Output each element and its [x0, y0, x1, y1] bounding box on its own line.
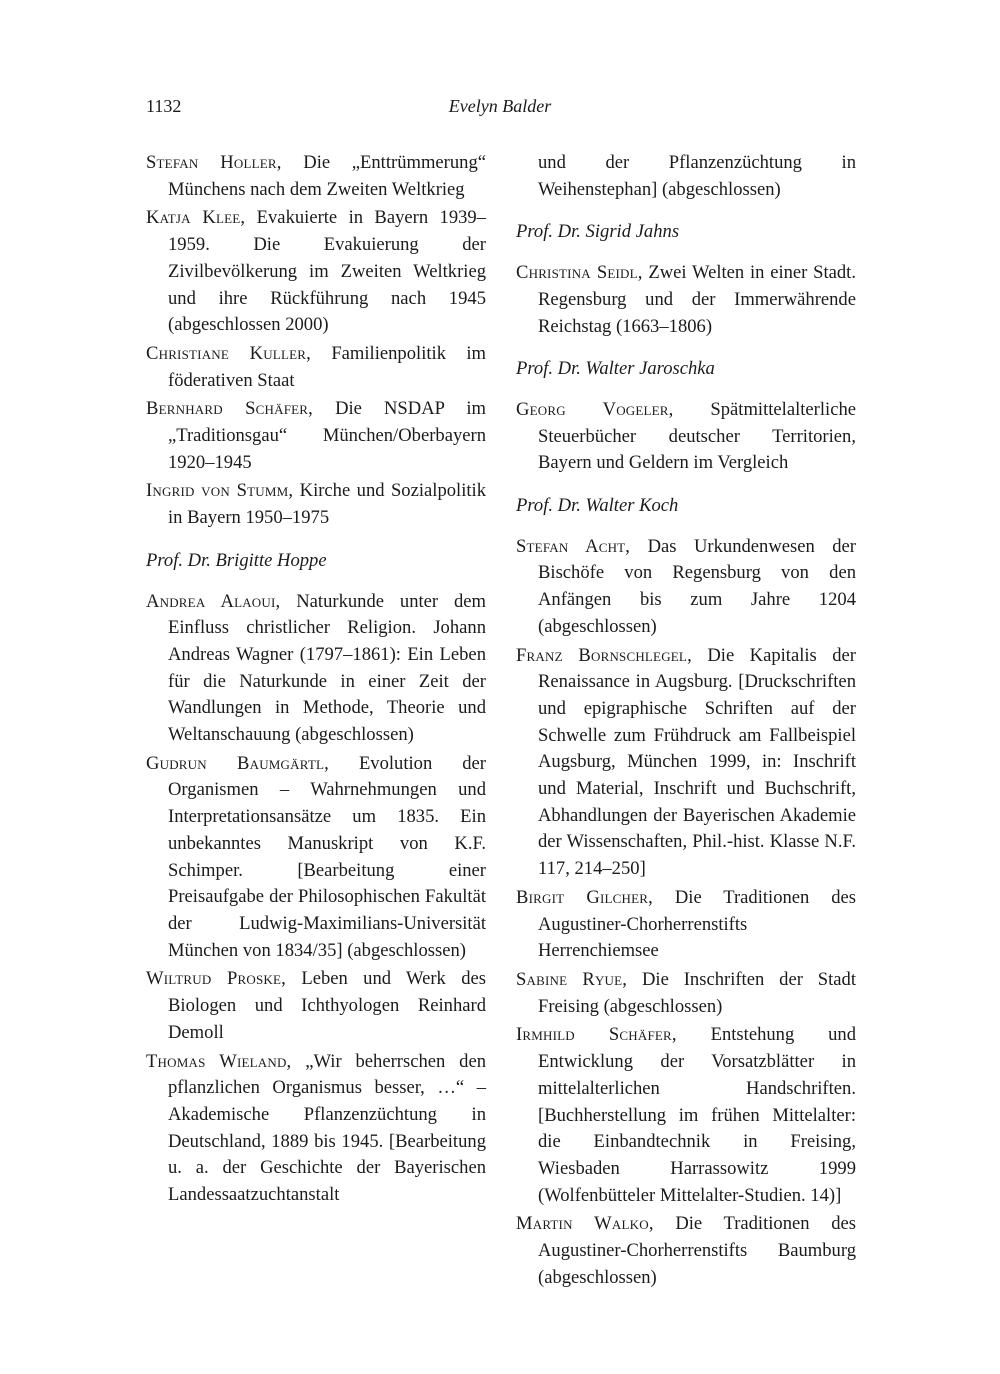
bibliography-entry [516, 643, 856, 883]
bibliography-entry [146, 341, 486, 394]
advisor-heading: Prof. Dr. Brigitte Hoppe [146, 549, 327, 571]
entry-title: Evolution der Organismen – Wahrnehmungen und Interpretationsansätze um 1835. Ein unbekanntes Manuskript von K.F. Schimper. [Bearbeitung einer Preisaufgabe der Philosophischen Fakultät der Ludwig-Maximilians-Universität München von 1834/35] (abgeschlossen) [168, 752, 486, 961]
entry-title: Spätmittelalterliche Steuerbücher deutscher Territorien, Bayern und Geldern im Vergleich [538, 398, 856, 474]
entry-title: Entstehung und Entwicklung der Vorsatzblätter in mittelalterlichen Handschriften. [Buchherstellung im frühen Mittelalter: die Einbandtechnik in Freising, Wiesbaden Harrassowitz 1999 (Wolfenbütteler Mittelalter-Studien. 14)] [538, 1024, 856, 1206]
entry-author: Martin Walko, [516, 1213, 654, 1235]
bibliography-entry [516, 1211, 856, 1291]
entry-author: Bernhard Schäfer, [146, 398, 313, 420]
right-column [516, 150, 856, 1293]
page-number: 1132 [146, 96, 182, 116]
entry-author: Ingrid von Stumm, [146, 480, 294, 502]
entry-author: Gudrun Baumgärtl, [146, 752, 329, 774]
entry-title: Leben und Werk des Biologen und Ichthyologen Reinhard Demoll [168, 968, 486, 1043]
entry-title: Die Traditionen des Augustiner-Chorherrenstifts Herrenchiemsee [538, 886, 856, 962]
entry-author: Stefan Acht, [516, 535, 631, 557]
entry-title: Zwei Welten in einer Stadt. Regensburg und der Immerwährende Reichstag (1663–1806) [538, 262, 856, 337]
bibliography-entry [516, 1022, 856, 1209]
entry-title: Evakuierte in Bayern 1939–1959. Die Evakuierung der Zivilbevölkerung im Zweiten Weltkrieg und ihre Rückführung nach 1945 (abgeschlossen 2000) [168, 207, 487, 336]
entry-author: Irmhild Schäfer, [516, 1024, 677, 1046]
bibliography-entry [146, 205, 486, 339]
entry-title: Kirche und Sozialpolitik in Bayern 1950–1975 [168, 480, 486, 529]
bibliography-entry [516, 260, 856, 340]
entry-author: Christiane Kuller, [146, 342, 311, 364]
bibliography-entry [516, 397, 856, 477]
entry-author: Andrea Alaoui, [146, 590, 281, 612]
entry-title: Die Inschriften der Stadt Freising (abgeschlossen) [538, 968, 856, 1017]
entry-author: Stefan Holler, [146, 152, 282, 173]
entry-title: Die Kapitalis der Renaissance in Augsburg. [Druckschriften und epigraphische Schriften auf der Schwelle zum Frühdruck am Fallbeispiel Augsburg, München 1999, in: Inschrift und Material, Inschrift und Buchschrift, Abhandlungen der Bayerischen Akademie der Wissenschaften, Phil.-hist. Klasse N.F. 117, 214–250] [538, 644, 856, 880]
advisor-heading: Prof. Dr. Sigrid Jahns [516, 221, 680, 243]
entry-author: Birgit Gilcher, [516, 886, 653, 908]
bibliography-entry [146, 396, 486, 476]
running-head: Evelyn Balder [448, 96, 552, 116]
entry-author: Wiltrud Proske, [146, 968, 286, 990]
advisor-heading: Prof. Dr. Walter Jaroschka [516, 358, 715, 380]
bibliography-entry [146, 1049, 486, 1209]
bibliography-entry [146, 966, 486, 1046]
bibliography-entry [146, 589, 486, 749]
entry-author: Katja Klee, [146, 207, 246, 229]
entry-title: Die NSDAP im „Traditionsgau“ München/Oberbayern 1920–1945 [168, 398, 486, 473]
entry-title: und der Pflanzenzüchtung in Weihenstephan] (abgeschlossen) [538, 152, 856, 200]
bibliography-entry [146, 751, 486, 965]
left-column [146, 150, 486, 1211]
advisor-heading: Prof. Dr. Walter Koch [516, 495, 679, 517]
entry-author: Franz Bornschlegel, [516, 644, 692, 666]
entry-title: Das Urkundenwesen der Bischöfe von Regensburg von den Anfängen bis zum Jahre 1204 (abgeschlossen) [538, 535, 856, 637]
entry-title: Die Traditionen des Augustiner-Chorherrenstifts Baumburg (abgeschlossen) [538, 1213, 857, 1288]
bibliography-entry [516, 885, 856, 965]
entry-title: Die „Enttrümmerung“ Münchens nach dem Zweiten Weltkrieg [168, 152, 486, 200]
bibliography-entry [516, 967, 856, 1020]
entry-title: Familienpolitik im föderativen Staat [168, 342, 486, 391]
bibliography-entry [516, 534, 856, 641]
entry-continuation [516, 150, 856, 203]
entry-title: „Wir beherrschen den pflanzlichen Organismus besser, …“ – Akademische Pflanzenzüchtung in Deutschland, 1889 bis 1945. [Bearbeitung u. a. der Geschichte der Bayerischen Landessaatzuchtanstalt [168, 1050, 486, 1206]
entry-author: Thomas Wieland, [146, 1050, 292, 1072]
bibliography-entry [146, 150, 486, 203]
entry-author: Christina Seidl, [516, 262, 643, 284]
bibliography-entry [146, 478, 486, 531]
entry-author: Georg Vogeler, [516, 398, 674, 420]
entry-author: Sabine Ryue, [516, 968, 628, 990]
entry-title: Naturkunde unter dem Einfluss christlicher Religion. Johann Andreas Wagner (1797–1861): Ein Leben für die Naturkunde in einer Zeit der Wandlungen in Methode, Theorie und Weltanschauung (abgeschlossen) [168, 590, 486, 746]
